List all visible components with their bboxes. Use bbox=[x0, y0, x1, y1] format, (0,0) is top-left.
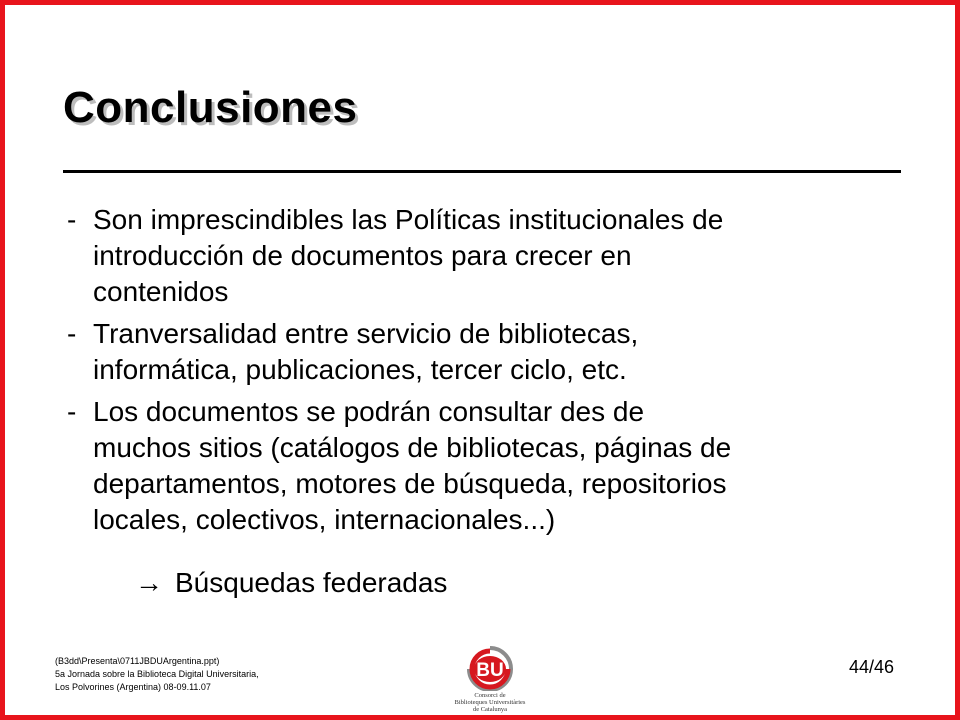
bullet-line: contenidos bbox=[93, 276, 229, 307]
cbuc-logo bbox=[435, 645, 545, 719]
arrow-right-icon: → bbox=[135, 567, 163, 598]
bullet-item bbox=[67, 202, 897, 310]
bullet-line: Tranversalidad entre servicio de bibliotecas, bbox=[93, 318, 639, 349]
logo-caption bbox=[435, 692, 545, 713]
footer-event: 5a Jornada sobre la Biblioteca Digital Universitaria, bbox=[55, 669, 259, 679]
page-number: 44/46 bbox=[849, 657, 895, 677]
slide-title: Conclusiones bbox=[63, 83, 358, 132]
bullet-line: informática, publicaciones, tercer ciclo, etc. bbox=[93, 354, 627, 385]
footer-file: (B3dd\Presenta\0711JBDUArgentina.ppt) bbox=[55, 656, 220, 666]
slide-body bbox=[67, 202, 897, 544]
bullet-dash: - bbox=[67, 396, 77, 427]
logo-mark: BU bbox=[476, 660, 504, 681]
footer-meta bbox=[55, 655, 259, 694]
bullet-item bbox=[67, 316, 897, 388]
title-underline bbox=[63, 170, 901, 173]
conclusion-line bbox=[135, 565, 447, 601]
bullet-dash: - bbox=[67, 204, 77, 235]
bullet-line: Los documentos se podrán consultar des de bbox=[93, 396, 645, 427]
bullet-line: muchos sitios (catálogos de bibliotecas, páginas de bbox=[93, 432, 732, 463]
logo-caption-line: de Catalunya bbox=[472, 706, 508, 713]
footer-place: Los Polvorines (Argentina) 08-09.11.07 bbox=[55, 682, 211, 692]
bullet-line: locales, colectivos, internacionales...) bbox=[93, 504, 556, 535]
logo-caption-line: Biblioteques Universitàries bbox=[454, 699, 526, 706]
bullet-line: introducción de documentos para crecer en bbox=[93, 240, 632, 271]
bu-logo-icon bbox=[461, 645, 519, 691]
logo-caption-line: Consorci de bbox=[474, 692, 506, 699]
conclusion-text: Búsquedas federadas bbox=[175, 567, 448, 598]
bullet-line: Son imprescindibles las Políticas institucionales de bbox=[93, 204, 724, 235]
bullet-dash: - bbox=[67, 318, 77, 349]
bullet-line: departamentos, motores de búsqueda, repositorios bbox=[93, 468, 727, 499]
bullet-item bbox=[67, 394, 897, 538]
